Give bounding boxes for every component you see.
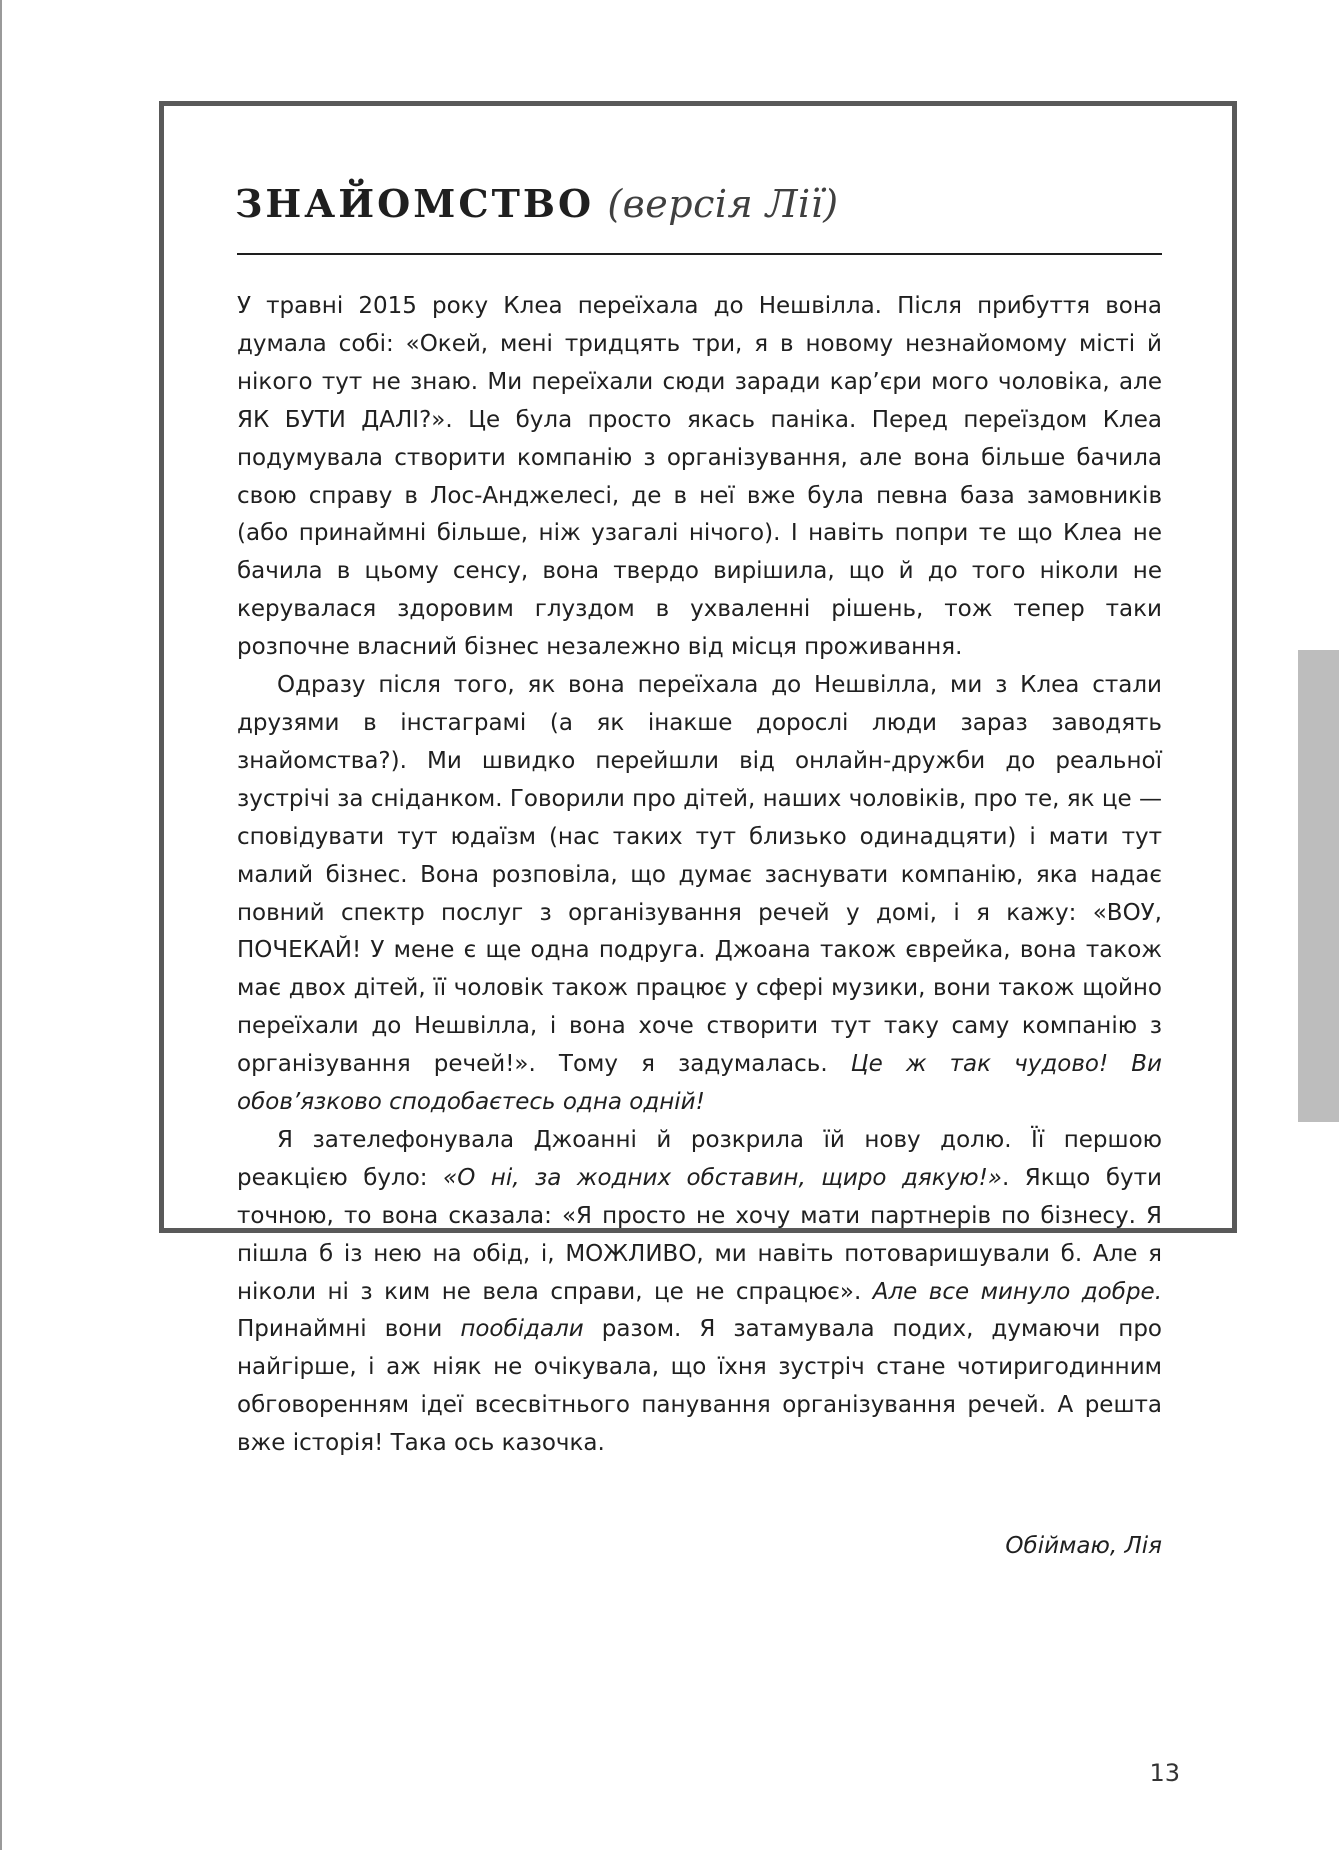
heading-subtitle: (версія Лії) <box>607 182 839 226</box>
heading-divider <box>237 253 1162 255</box>
text-run: . Якщо бути точною, то вона сказала: «Я просто не хочу мати партнерів по бізнесу. Я пішла б із нею на обід, і, МОЖЛИВО, ми навіть потоваришували б. Але я ніколи ні з ким не вела справи, це не спрацює». <box>237 1164 1162 1305</box>
italic-text-run: «О ні, за жодних обставин, щиро дякую!» <box>443 1164 1002 1191</box>
sidebar-heading <box>235 176 839 232</box>
text-run: Принаймні вони <box>237 1316 461 1343</box>
italic-text-run: Це ж так чудово! Ви обов’язково сподобаєтесь одна одній! <box>237 1051 1162 1116</box>
chapter-thumb-tab <box>1298 650 1339 1122</box>
signoff-signature: Обіймаю, Лія <box>1005 1533 1162 1559</box>
page-edge-line <box>0 0 2 1850</box>
text-run: Я зателефонувала Джоанні й розкрила їй нову долю. Її першою реакцією було: <box>237 1126 1162 1191</box>
page-number: 13 <box>1149 1759 1180 1787</box>
paragraph-3 <box>237 1122 1162 1463</box>
italic-text-run: пообідали <box>460 1316 584 1343</box>
paragraph-1 <box>237 288 1162 667</box>
paragraph-2 <box>237 667 1162 1122</box>
text-run: Одразу після того, як вона переїхала до Нешвілла, ми з Клеа стали друзями в інстаграмі (а як інакше дорослі люди зараз заводять знайомства?). Ми швидко перейшли від онлайн-дружби до реальної зустрічі за сніданком. Говорили про дітей, наших чоловіків, про те, як це — сповідувати тут юдаїзм (нас таких тут близько одинадцяти) і мати тут малий бізнес. Вона розповіла, що думає заснувати компанію, яка надає повний спектр послуг з організування речей у домі, і я кажу: «ВОУ, ПОЧЕКАЙ! У мене є ще одна подруга. Джоана також єврейка, вона також має двох дітей, її чоловік також працює у сфері музики, вони також щойно переїхали до Нешвілла, і вона хоче створити тут таку саму компанію з організування речей!». Тому я задумалась. <box>237 672 1162 1078</box>
text-run: разом. Я затамувала подих, думаючи про найгірше, і аж ніяк не очікувала, що їхня зустріч стане чотиригодинним обговоренням ідеї всесвітнього панування організування речей. А решта вже історія! Така ось казочка. <box>237 1316 1162 1457</box>
heading-title: ЗНАЙОМСТВО <box>235 181 595 226</box>
italic-text-run: Але все минуло добре. <box>872 1278 1162 1305</box>
story-body <box>237 288 1162 1463</box>
text-run: У травні 2015 року Клеа переїхала до Нешвілла. Після прибуття вона думала собі: «Окей, мені тридцять три, я в новому незнайомому місті й нікого тут не знаю. Ми переїхали сюди заради кар’єри мого чоловіка, але ЯК БУТИ ДАЛІ?». Це була просто якась паніка. Перед переїздом Клеа подумувала створити компанію з організування, але вона більше бачила свою справу в Лос-Анджелесі, де в неї вже була певна база замовників (або принаймні більше, ніж узагалі нічого). І навіть попри те що Клеа не бачила в цьому сенсу, вона твердо вирішила, що й до того ніколи не керувалася здоровим глуздом в ухваленні рішень, тож тепер таки розпочне власний бізнес незалежно від місця проживання. <box>237 293 1162 661</box>
